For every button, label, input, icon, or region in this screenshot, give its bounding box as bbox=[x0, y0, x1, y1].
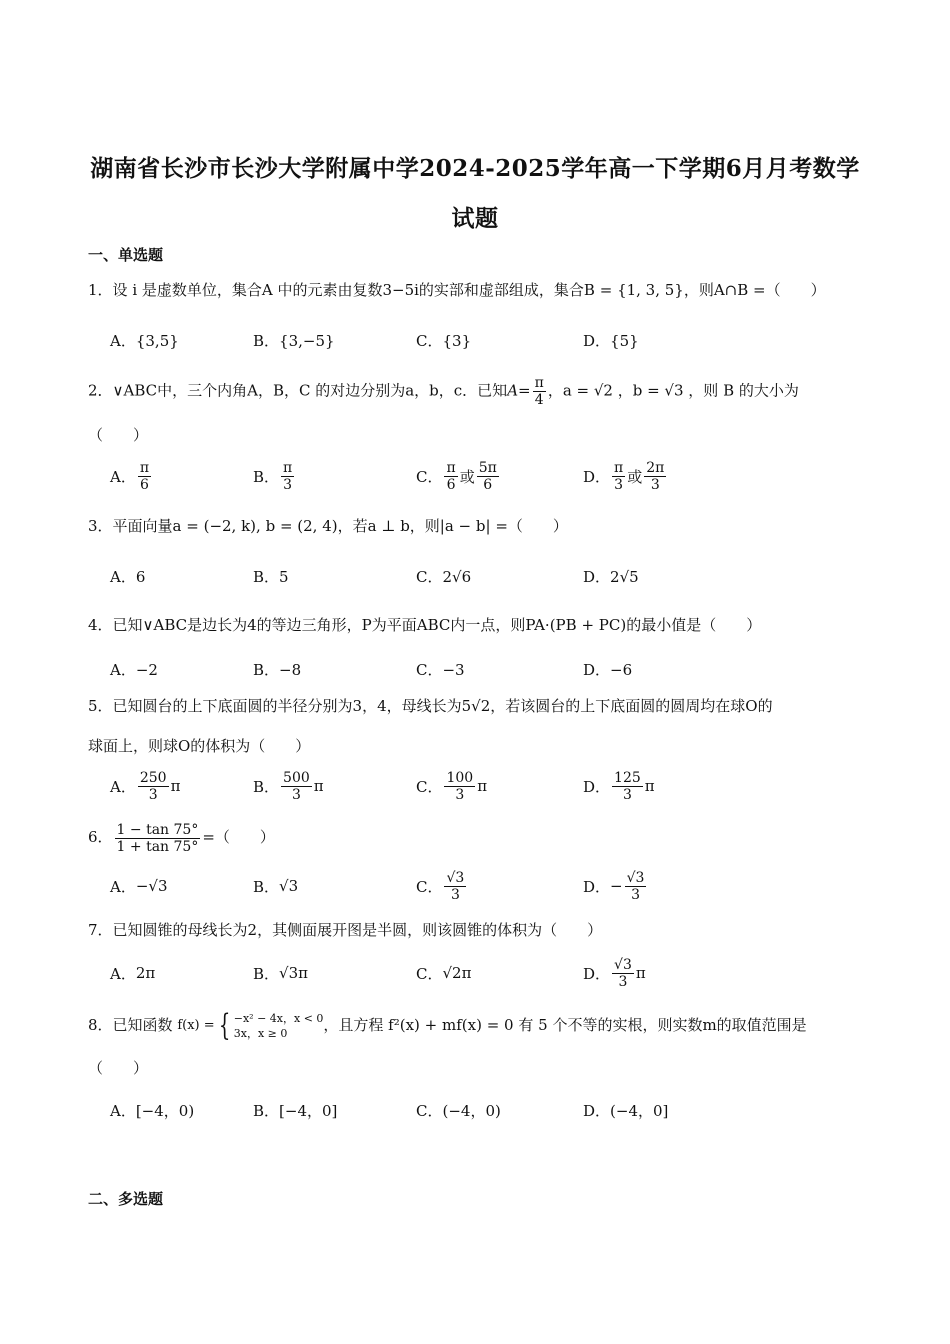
option-d[interactable]: D． $\frac{125}{3}$ π bbox=[583, 769, 655, 803]
option-d[interactable]: D．(−4，0] bbox=[583, 1101, 669, 1120]
question-stem: 已知函数 bbox=[112, 1016, 173, 1034]
option-b[interactable]: B．−8 bbox=[253, 660, 302, 679]
option-d[interactable]: D． $\frac{\pi}{3}$ 或 $\frac{2\pi}{3}$ bbox=[583, 459, 665, 493]
option-b[interactable]: B． √3 bbox=[253, 877, 299, 896]
fraction: $\frac{\pi}{4}$ bbox=[534, 375, 544, 408]
question-4 bbox=[88, 615, 868, 635]
option-a[interactable]: A． $\frac{\pi}{6}$ bbox=[110, 459, 150, 493]
option-b[interactable]: B．5 bbox=[253, 567, 289, 586]
options-q4 bbox=[110, 651, 870, 687]
options-q3 bbox=[110, 558, 870, 594]
option-b[interactable]: B．[−4，0] bbox=[253, 1101, 338, 1120]
options-q8 bbox=[110, 1092, 870, 1128]
option-c[interactable]: C． $\frac{\pi}{6}$ 或 $\frac{5\pi}{6}$ bbox=[416, 459, 497, 493]
option-a[interactable]: A． 2π bbox=[110, 964, 156, 983]
options-q1 bbox=[110, 322, 870, 358]
question-8-answer-paren: （ ） bbox=[88, 1059, 149, 1077]
option-c[interactable]: C． $\frac{√3}{3}$ bbox=[416, 869, 465, 903]
question-7 bbox=[88, 920, 868, 940]
option-c[interactable]: C．{3} bbox=[416, 331, 472, 350]
question-stem-tail: =（ ） bbox=[202, 828, 275, 846]
option-d[interactable]: D． − $\frac{√3}{3}$ bbox=[583, 869, 645, 903]
question-6 bbox=[88, 818, 868, 856]
option-a[interactable]: A． $\frac{250}{3}$ π bbox=[110, 769, 181, 803]
options-q5 bbox=[110, 768, 870, 804]
fraction: $\frac{1 - \tan 75^\circ}{1 + \tan 75^\circ}$ bbox=[116, 821, 199, 855]
option-d[interactable]: D．2√5 bbox=[583, 567, 639, 586]
question-number: 5． bbox=[88, 697, 113, 715]
option-c[interactable]: C． $\frac{100}{3}$ π bbox=[416, 769, 488, 803]
section-heading-single: 一、单选题 bbox=[88, 246, 164, 264]
question-number: 8． bbox=[88, 1016, 113, 1034]
question-stem: ∨ABC中，三个内角A，B，C 的对边分别为a，b，c．已知 bbox=[112, 381, 508, 400]
question-2: 2．∨ABC中，三个内角A，B，C 的对边分别为a，b，c．已知A= $\frac{\pi}{4}$ ，a = √2 ，b = √3 ，则 B 的大小为 bbox=[88, 375, 799, 408]
page-title: 湖南省长沙市长沙大学附属中学2024-2025学年高一下学期6月月考数学 bbox=[90, 155, 860, 182]
question-number: 1． bbox=[88, 281, 113, 299]
option-d[interactable]: D． $\frac{√3}{3}$ π bbox=[583, 956, 646, 990]
question-stem-tail: ，a = √2 ，b = √3 ，则 B 的大小为 bbox=[547, 381, 799, 400]
option-c[interactable]: C．−3 bbox=[416, 660, 465, 679]
question-number: 7． bbox=[88, 921, 113, 939]
section-heading-multi: 二、多选题 bbox=[88, 1190, 164, 1208]
option-d[interactable]: D．−6 bbox=[583, 660, 633, 679]
option-a[interactable]: A．6 bbox=[110, 567, 146, 586]
question-2-answer-paren: （ ） bbox=[88, 426, 149, 444]
question-stem: 已知∨ABC是边长为4的等边三角形，P为平面ABC内一点，则PA·(PB + PC)的最小值是（ ） bbox=[112, 616, 762, 634]
option-a[interactable]: A．{3,5} bbox=[110, 331, 179, 350]
question-stem: 已知圆台的上下底面圆的半径分别为3，4，母线长为5√2，若该圆台的上下底面圆的圆周均在球O的 bbox=[112, 697, 773, 715]
option-a[interactable]: A．[−4，0) bbox=[110, 1101, 195, 1120]
option-d[interactable]: D．{5} bbox=[583, 331, 639, 350]
option-c[interactable]: C．2√6 bbox=[416, 567, 472, 586]
question-3 bbox=[88, 516, 868, 536]
question-5 bbox=[88, 696, 868, 716]
option-b[interactable]: B．{3,−5} bbox=[253, 331, 335, 350]
option-c[interactable]: C．(−4，0) bbox=[416, 1101, 501, 1120]
option-a[interactable]: A． −√3 bbox=[110, 877, 168, 896]
page-title-line2: 试题 bbox=[451, 205, 499, 232]
question-number: 6． bbox=[88, 828, 113, 846]
option-a[interactable]: A．−2 bbox=[110, 660, 158, 679]
question-stem-tail: ，且方程 f²(x) + mf(x) = 0 有 5 个不等的实根，则实数m的取值范围是 bbox=[323, 1016, 807, 1034]
question-number: 2． bbox=[88, 381, 113, 400]
question-stem: 平面向量a = (−2, k), b = (2, 4)，若a ⊥ b，则|a − b| =（ ） bbox=[112, 517, 568, 535]
option-b[interactable]: B． $\frac{\pi}{3}$ bbox=[253, 459, 293, 493]
options-q7 bbox=[110, 955, 870, 991]
option-b[interactable]: B． √3π bbox=[253, 964, 308, 983]
question-number: 4． bbox=[88, 616, 113, 634]
question-5-continuation: 球面上，则球O的体积为（ ） bbox=[88, 737, 311, 755]
question-1 bbox=[88, 280, 868, 300]
option-b[interactable]: B． $\frac{500}{3}$ π bbox=[253, 769, 324, 803]
question-number: 3． bbox=[88, 517, 113, 535]
options-q6 bbox=[110, 868, 870, 904]
piecewise-function: f(x) = { −x² − 4x，x < 0 3x，x ≥ 0 bbox=[177, 1008, 324, 1043]
question-stem: 设 i 是虚数单位，集合A 中的元素由复数3−5i的实部和虚部组成，集合B = {1, 3, 5}，则A∩B =（ ） bbox=[112, 281, 826, 299]
question-8 bbox=[88, 1008, 868, 1043]
option-c[interactable]: C． √2π bbox=[416, 964, 472, 983]
options-q2 bbox=[110, 458, 870, 494]
question-stem: 已知圆锥的母线长为2，其侧面展开图是半圆，则该圆锥的体积为（ ） bbox=[112, 921, 603, 939]
